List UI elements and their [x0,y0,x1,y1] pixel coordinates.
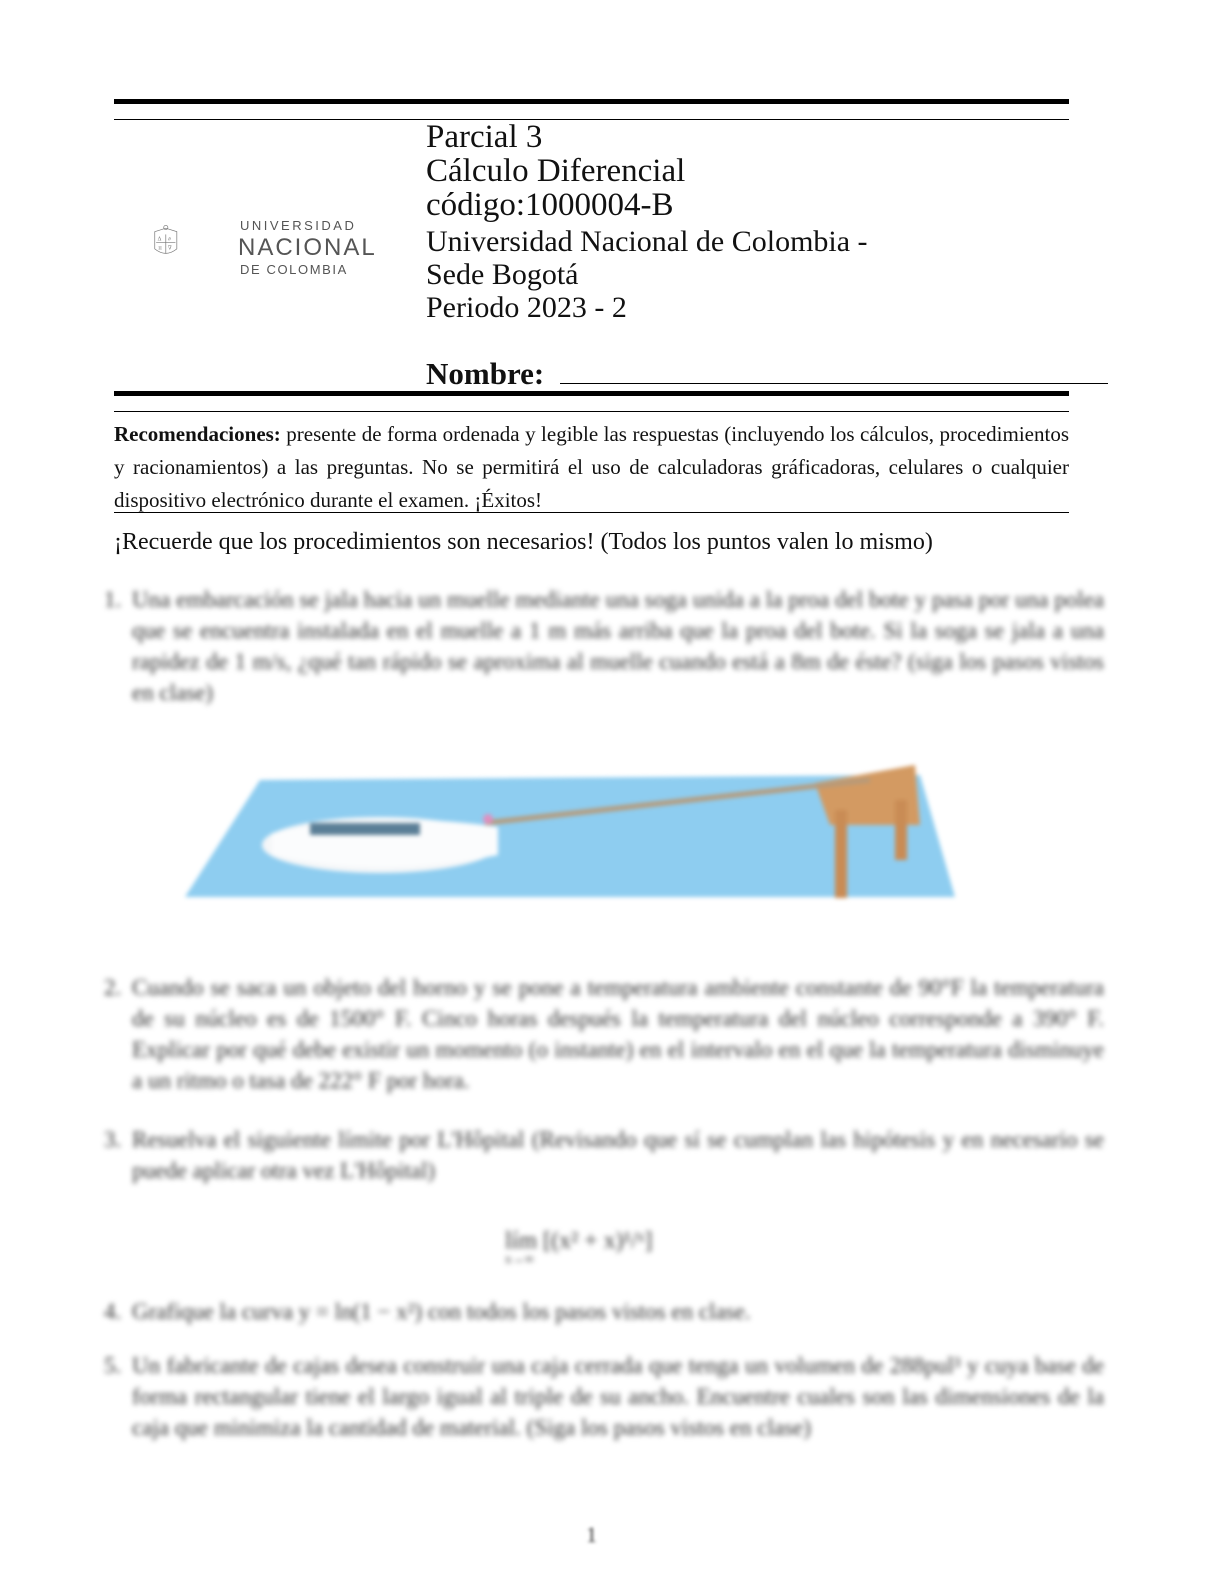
period: Periodo 2023 - 2 [426,291,627,324]
name-field[interactable] [560,383,1108,384]
question-text: Resuelva el siguiente límite por L'Hôpital (Revisando que sí se cumplan las hipótesis y en necesario se puede aplicar otra vez L'Hôpital) [132,1127,1104,1183]
name-label: Nombre: [426,356,545,391]
question-number: 3. [104,1127,122,1152]
logo-text-colombia: DE COLOMBIA [240,262,348,277]
question-text: Grafique la curva y = ln(1 − x²) con todos los pasos vistos en clase. [132,1299,751,1324]
recommendations-label: Recomendaciones: [114,422,281,446]
question-5 [104,1350,1104,1443]
svg-text:Δ: Δ [157,236,162,243]
question-number: 2. [104,975,122,1000]
limit-body: lím [(x² + x)¹/ˣ] [505,1228,653,1254]
boat-dock-illustration [180,755,960,905]
reminder: ¡Recuerde que los procedimientos son necesarios! (Todos los puntos valen lo mismo) [114,529,933,555]
logo-text-nacional: NACIONAL [238,234,377,261]
header-bottom-thick-rule [114,391,1069,396]
top-thick-rule [114,99,1069,104]
question-1 [104,584,1104,708]
svg-text:π: π [158,245,162,252]
logo-text-universidad: UNIVERSIDAD [240,218,357,233]
course-name: Cálculo Diferencial [426,153,686,189]
question-number: 4. [104,1299,122,1324]
svg-text:∂: ∂ [167,236,171,243]
question-text: Un fabricante de cajas desea construir una caja cerrada que tenga un volumen de 288pul³ y cuya base de forma rectangular tiene el largo igual al triple de su ancho. Encuentre cuales son las dimensiones de la caja que minimiza la cantidad de material. (Siga los pasos vistos en clase) [132,1353,1104,1440]
question-number: 1. [104,587,122,612]
university-line-2: Sede Bogotá [426,258,579,291]
university-crest-icon [152,192,232,292]
header-bottom-thin-rule [114,411,1069,412]
recommendations [114,418,1069,517]
question-3 [104,1124,1104,1186]
question-2 [104,972,1104,1096]
limit-subscript: x→∞ [505,1251,534,1266]
exam-title: Parcial 3 [426,119,543,155]
recommendations-bottom-rule [114,512,1069,513]
question-4 [104,1296,1104,1327]
page-number: 1 [586,1522,597,1547]
question-text: Una embarcación se jala hacia un muelle mediante una soga unida a la proa del bote y pasa por una polea que se encuentra instalada en el muelle a 1 m más arriba que la proa del bote. Si la soga se jala a una rapidez de 1 m/s, ¿qué tan rápido se aproxima al muelle cuando está a 8m de éste? (siga los pasos vistos en clase) [132,587,1104,705]
top-thin-rule [114,119,1069,120]
question-number: 5. [104,1353,122,1378]
svg-text:∇: ∇ [167,245,172,252]
recommendations-text: presente de forma ordenada y legible las respuestas (incluyendo los cálculos, procedimientos y racionamientos) a las preguntas. No se permitirá el uso de calculadoras gráficadoras, celulares o cualquier dispositivo electrónico durante el examen. ¡Éxitos! [114,422,1069,512]
limit-expression [505,1228,653,1267]
course-code: código:1000004-B [426,187,674,223]
university-line-1: Universidad Nacional de Colombia - [426,225,868,258]
question-text: Cuando se saca un objeto del horno y se pone a temperatura ambiente constante de 90°F la temperatura de su núcleo es de 1500° F. Cinco horas después la temperatura del núcleo corresponde a 390° F. Explicar por qué debe existir un momento (o instante) en el intervalo en el que la temperatura disminuye a un ritmo o tasa de 222° F por hora. [132,975,1104,1093]
